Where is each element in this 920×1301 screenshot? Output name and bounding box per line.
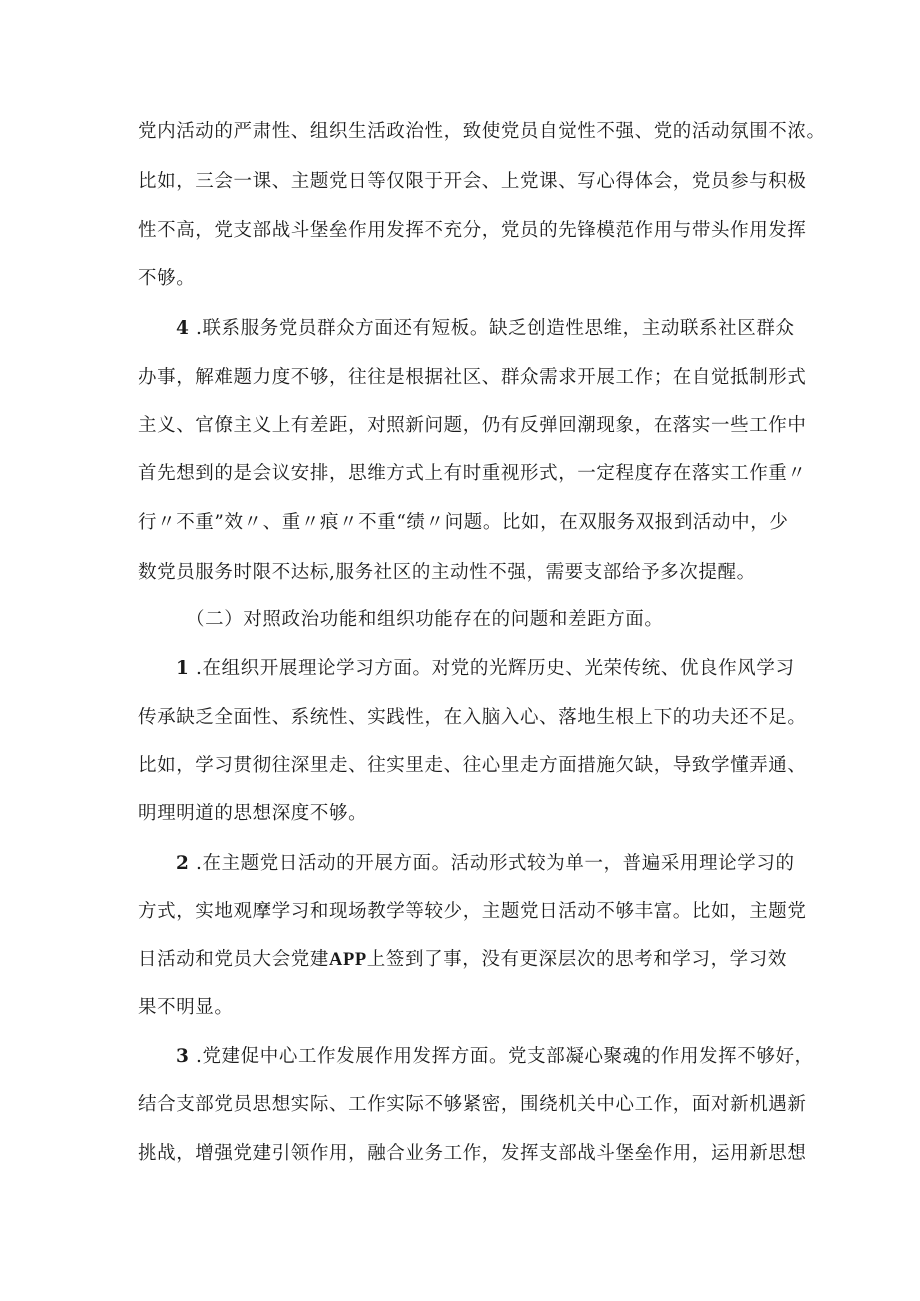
paragraph-4-line-2: 方式，实地观摩学习和现场教学等较少，主题党日活动不够丰富。比如，主题党 <box>138 901 807 922</box>
paragraph-2-line-2: 办事，解难题力度不够，往往是根据社区、群众需求开展工作；在自觉抵制形式 <box>138 367 807 388</box>
paragraph-4-line-3 <box>138 948 808 972</box>
paragraph-4-line-3-app: APP <box>329 950 367 970</box>
paragraph-2-line-5: 行〃不重”效〃、重〃痕〃不重“绩〃问题。比如，在双服务双报到活动中，少 <box>138 512 789 533</box>
paragraph-4-line-4: 果不明显。 <box>138 997 234 1018</box>
paragraph-5-number: 3 <box>176 1046 190 1067</box>
paragraph-2-line-1 <box>176 317 846 341</box>
paragraph-1-line-1: 党内活动的严肃性、组织生活政治性，致使党员自觉性不强、党的活动氛围不浓。 <box>138 121 826 142</box>
section-heading: （二）对照政治功能和组织功能存在的问题和差距方面。 <box>186 609 664 630</box>
paragraph-1-line-3: 性不高，党支部战斗堡垒作用发挥不充分，党员的先锋模范作用与带头作用发挥 <box>138 220 807 241</box>
paragraph-3-line-4: 明理明道的思想深度不够。 <box>138 803 368 824</box>
paragraph-3-line-1 <box>176 657 846 681</box>
paragraph-3-line-3: 比如，学习贯彻往深里走、往实里走、往心里走方面措施欠缺，导致学懂弄通、 <box>138 755 807 776</box>
paragraph-1-line-2: 比如，三会一课、主题党日等仅限于开会、上党课、写心得体会，党员参与积极 <box>138 171 807 192</box>
paragraph-4-line-1 <box>176 852 846 876</box>
paragraph-4-line-3-prefix: 日活动和党员大会党建 <box>138 949 330 970</box>
paragraph-3-line-2: 传承缺乏全面性、系统性、实践性，在入脑入心、落地生根上下的功夫还不足。 <box>138 707 807 728</box>
paragraph-2-line-3: 主义、官僚主义上有差距，对照新问题，仍有反弹回潮现象，在落实一些工作中 <box>138 415 807 436</box>
paragraph-2-number: 4 <box>176 318 190 339</box>
paragraph-2-line-6: 数党员服务时限不达标,服务社区的主动性不强，需要支部给予多次提醒。 <box>138 562 756 583</box>
paragraph-3-number: 1 <box>176 658 190 679</box>
paragraph-4-line-3-suffix: 上签到了事，没有更深层次的思考和学习，学习效 <box>366 949 787 970</box>
paragraph-4-number: 2 <box>176 853 190 874</box>
paragraph-5-line-1 <box>176 1045 846 1069</box>
paragraph-1-line-4: 不够。 <box>138 268 196 289</box>
paragraph-3-line-1-text: .在组织开展理论学习方面。对党的光辉历史、光荣传统、优良作风学习 <box>195 658 795 679</box>
paragraph-5-line-2: 结合支部党员思想实际、工作实际不够紧密，围绕机关中心工作，面对新机遇新 <box>138 1094 807 1115</box>
paragraph-5-line-3: 挑战，增强党建引领作用，融合业务工作，发挥支部战斗堡垒作用，运用新思想 <box>138 1143 807 1164</box>
paragraph-2-line-1-text: .联系服务党员群众方面还有短板。缺乏创造性思维，主动联系社区群众 <box>195 318 795 339</box>
paragraph-4-line-1-text: .在主题党日活动的开展方面。活动形式较为单一，普遍采用理论学习的 <box>195 853 795 874</box>
paragraph-2-line-4: 首先想到的是会议安排，思维方式上有时重视形式，一定程度存在落实工作重〃 <box>138 463 807 484</box>
paragraph-5-line-1-text: .党建促中心工作发展作用发挥方面。党支部凝心聚魂的作用发挥不够好， <box>195 1046 814 1067</box>
